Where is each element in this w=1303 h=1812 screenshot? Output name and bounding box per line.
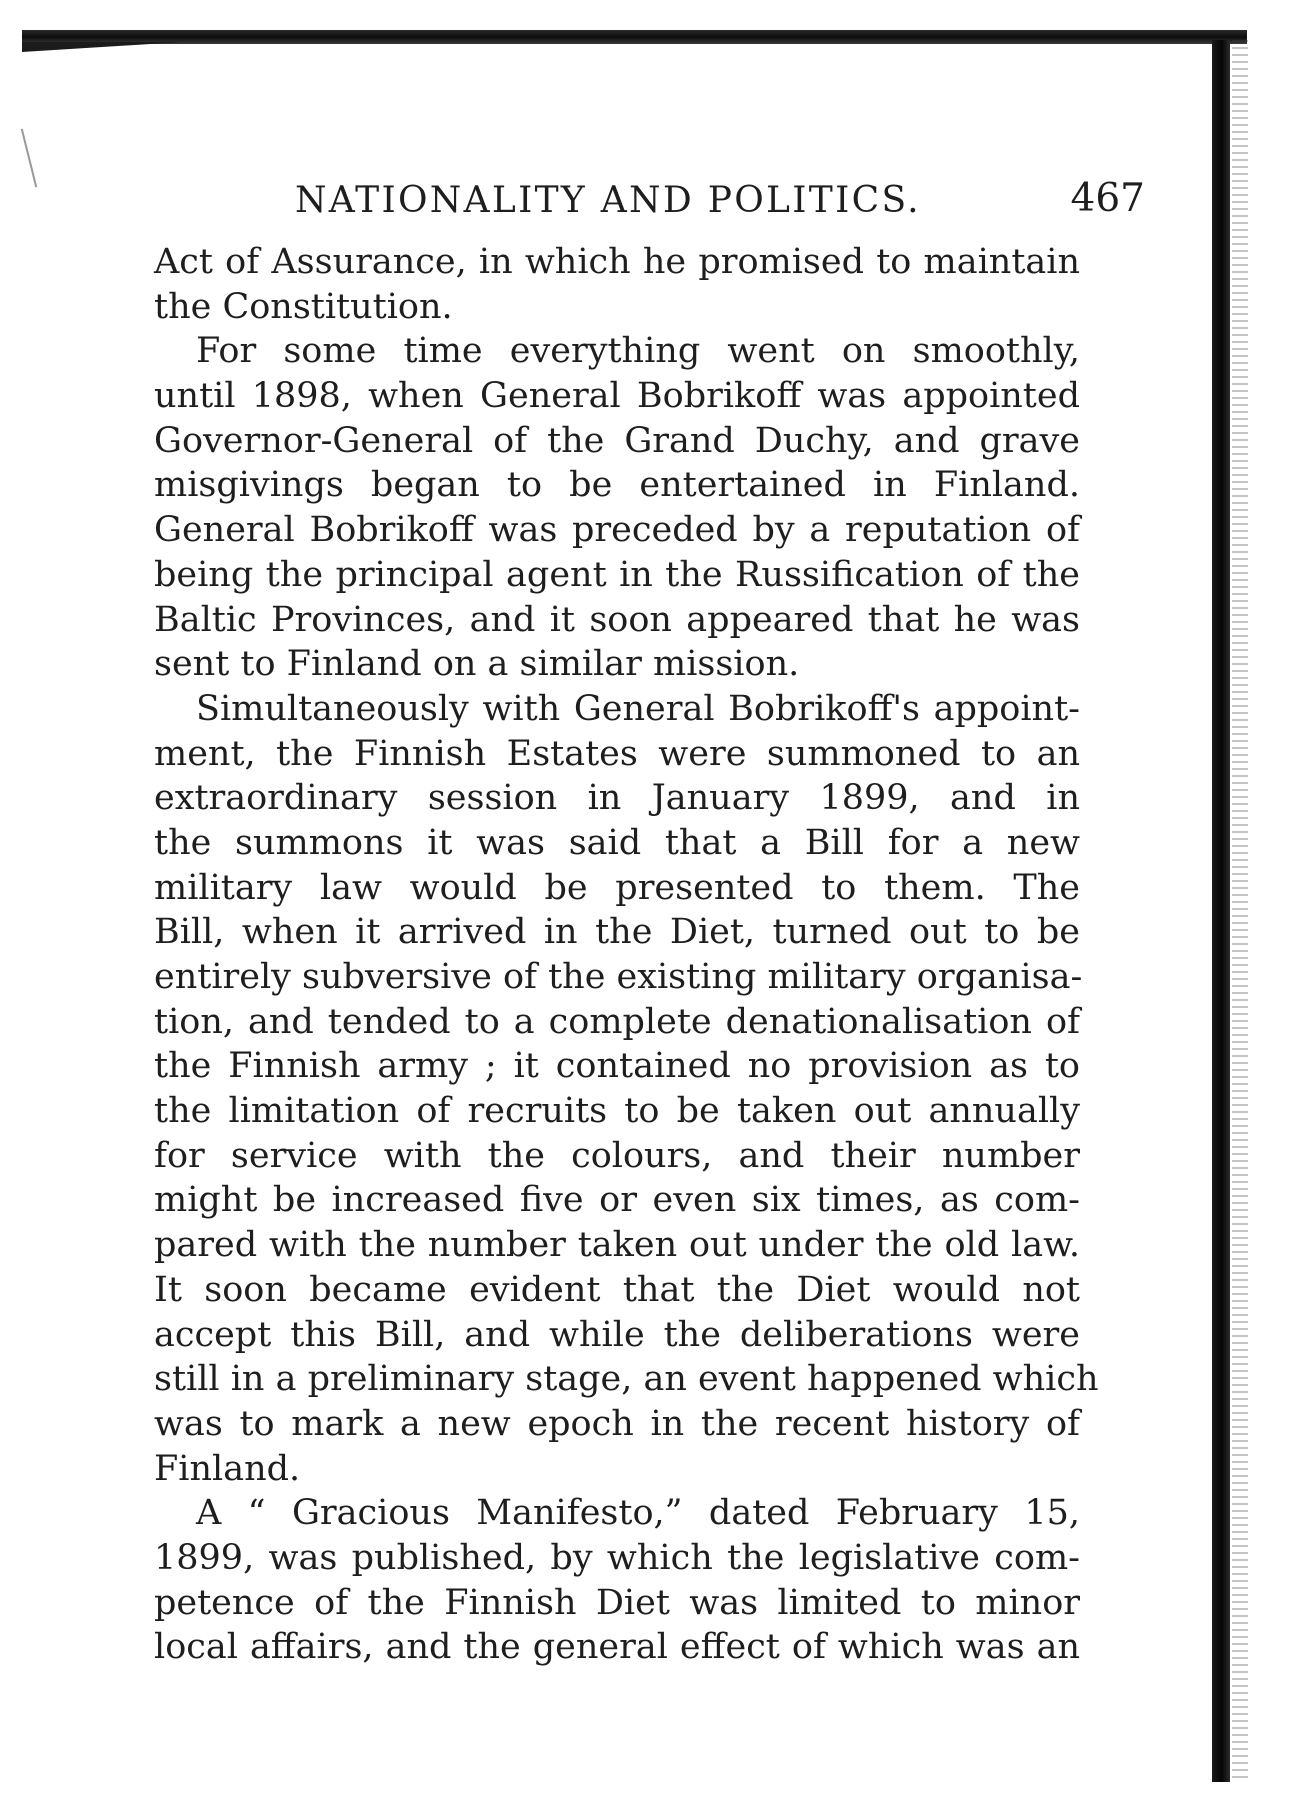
text-line: General Bobrikoff was preceded by a reputation of — [154, 510, 1080, 551]
running-title: NATIONALITY AND POLITICS. — [295, 180, 921, 221]
text-line: local affairs, and the general effect of which was an — [154, 1627, 1080, 1668]
text-line: petence of the Finnish Diet was limited to minor — [154, 1582, 1080, 1623]
text-line: Finland. — [154, 1448, 301, 1489]
text-line: It soon became evident that the Diet would not — [154, 1269, 1080, 1310]
text-line: pared with the number taken out under the old law. — [154, 1225, 1080, 1266]
text-line: the Constitution. — [154, 286, 453, 327]
text-line: tion, and tended to a complete denationalisation of — [154, 1001, 1080, 1042]
text-line: sent to Finland on a similar mission. — [154, 644, 800, 685]
scan-page-edge-texture — [1232, 40, 1248, 1782]
text-line: 1899, was published, by which the legislative com- — [154, 1537, 1080, 1578]
text-line: misgivings began to be entertained in Finland. — [154, 465, 1080, 506]
text-line: extraordinary session in January 1899, and in — [154, 778, 1080, 819]
text-line: was to mark a new epoch in the recent history of — [154, 1403, 1080, 1444]
text-line: the limitation of recruits to be taken out annually — [154, 1091, 1080, 1132]
text-line: military law would be presented to them. The — [154, 867, 1080, 908]
text-line: might be increased five or even six times, as com- — [154, 1180, 1080, 1221]
text-line: the summons it was said that a Bill for a new — [154, 822, 1080, 863]
body-text — [154, 240, 1099, 1670]
text-line: For some time everything went on smoothly, — [196, 331, 1080, 372]
text-line: A “ Gracious Manifesto,” dated February 15, — [196, 1493, 1080, 1534]
text-line: the Finnish army ; it contained no provision as to — [154, 1046, 1080, 1087]
text-line: accept this Bill, and while the deliberations were — [154, 1314, 1080, 1355]
text-line: until 1898, when General Bobrikoff was appointed — [154, 376, 1080, 417]
scan-page-gutter-shadow — [1212, 40, 1230, 1782]
scan-top-edge — [22, 30, 1247, 44]
text-line: Baltic Provinces, and it soon appeared that he was — [154, 599, 1080, 640]
text-line: ment, the Finnish Estates were summoned to an — [154, 733, 1080, 774]
scan-margin-mark — [21, 129, 37, 188]
text-line: being the principal agent in the Russification of the — [154, 554, 1080, 595]
page-header — [295, 172, 1145, 232]
text-line: entirely subversive of the existing military organisa- — [154, 957, 1083, 997]
page-number: 467 — [1070, 176, 1145, 221]
text-line: Simultaneously with General Bobrikoff's appoint- — [196, 688, 1080, 729]
text-line: still in a preliminary stage, an event happened which — [154, 1359, 1099, 1400]
text-line: Bill, when it arrived in the Diet, turned out to be — [154, 912, 1080, 953]
text-line: Act of Assurance, in which he promised to maintain — [154, 242, 1080, 282]
text-line: for service with the colours, and their number — [154, 1135, 1080, 1176]
text-line: Governor-General of the Grand Duchy, and grave — [154, 420, 1080, 461]
